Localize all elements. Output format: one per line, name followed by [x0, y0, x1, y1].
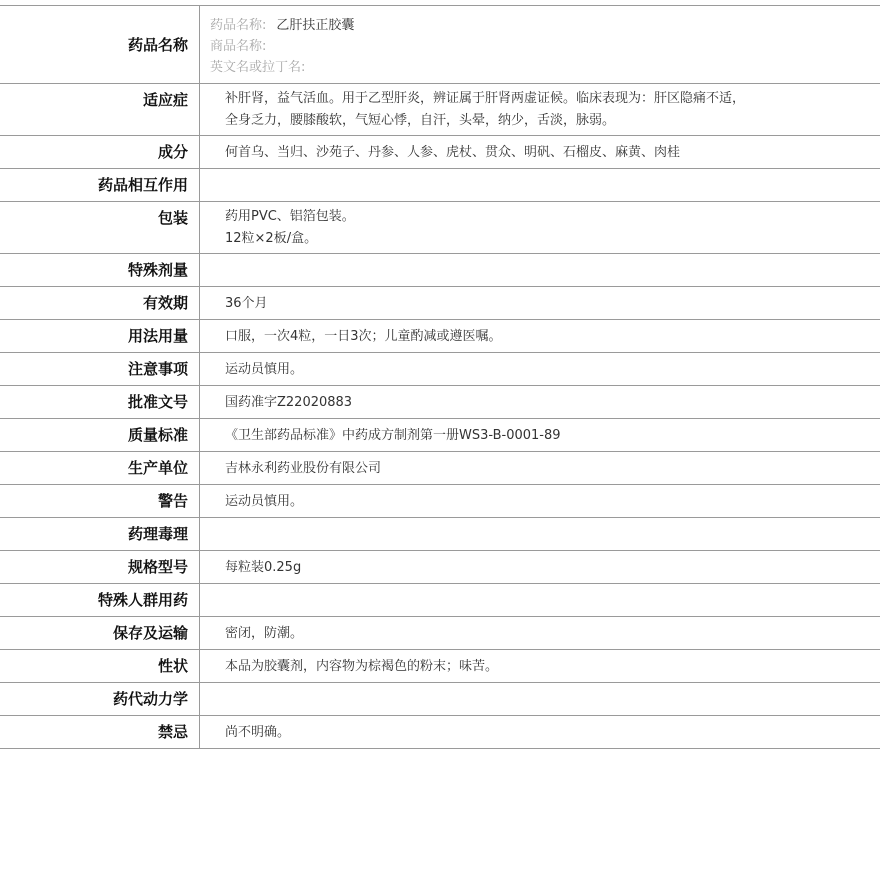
row-special-population — [0, 584, 880, 617]
english-name-line — [210, 57, 872, 78]
label-warning: 警告 — [0, 485, 200, 517]
value-usage: 口服，一次4粒，一日3次；儿童酌减或遵医嘱。 — [225, 329, 502, 344]
label-interactions: 药品相互作用 — [0, 169, 200, 201]
row-manufacturer — [0, 452, 880, 485]
label-storage: 保存及运输 — [0, 617, 200, 649]
label-special-population: 特殊人群用药 — [0, 584, 200, 616]
label-precautions: 注意事项 — [0, 353, 200, 385]
value-indications — [200, 84, 880, 135]
trade-name-line — [210, 36, 872, 57]
label-quality-standard: 质量标准 — [0, 419, 200, 451]
value-special-population — [200, 584, 880, 616]
row-storage — [0, 617, 880, 650]
row-ingredients — [0, 136, 880, 169]
row-warning — [0, 485, 880, 518]
drug-info-table — [0, 5, 880, 749]
row-quality-standard — [0, 419, 880, 452]
generic-name-value: 乙肝扶正胶囊 — [276, 18, 355, 33]
value-interactions — [200, 169, 880, 201]
value-ingredients: 何首乌、当归、沙苑子、丹参、人参、虎杖、贯众、明矾、石榴皮、麻黄、肉桂 — [225, 145, 681, 160]
packaging-line-2: 12粒×2板/盒。 — [225, 231, 318, 246]
label-pharmacokinetics: 药代动力学 — [0, 683, 200, 715]
row-usage — [0, 320, 880, 353]
packaging-line-1: 药用PVC、铝箔包装。 — [225, 209, 355, 224]
label-ingredients: 成分 — [0, 136, 200, 168]
label-specification: 规格型号 — [0, 551, 200, 583]
value-precautions: 运动员慎用。 — [225, 362, 304, 377]
indications-line-1: 补肝肾，益气活血。用于乙型肝炎，辨证属于肝肾两虚证候。临床表现为：肝区隐痛不适， — [225, 91, 746, 106]
label-special-dose: 特殊剂量 — [0, 254, 200, 286]
row-pharmacology — [0, 518, 880, 551]
value-packaging — [200, 202, 880, 253]
label-usage: 用法用量 — [0, 320, 200, 352]
label-drug-name: 药品名称 — [0, 6, 200, 83]
row-approval-number — [0, 386, 880, 419]
value-warning: 运动员慎用。 — [225, 494, 304, 509]
generic-name-line — [210, 15, 872, 36]
label-contraindications: 禁忌 — [0, 716, 200, 748]
value-specification: 每粒装0.25g — [225, 560, 302, 575]
label-indications: 适应症 — [0, 84, 200, 135]
row-packaging — [0, 202, 880, 254]
label-pharmacology: 药理毒理 — [0, 518, 200, 550]
row-pharmacokinetics — [0, 683, 880, 716]
label-manufacturer: 生产单位 — [0, 452, 200, 484]
row-drug-names — [0, 6, 880, 84]
value-shelf-life: 36个月 — [225, 296, 268, 311]
row-specification — [0, 551, 880, 584]
value-drug-names — [200, 6, 880, 83]
row-special-dose — [0, 254, 880, 287]
value-pharmacokinetics — [200, 683, 880, 715]
label-shelf-life: 有效期 — [0, 287, 200, 319]
value-approval-number: 国药准字Z22020883 — [225, 395, 353, 410]
value-manufacturer: 吉林永利药业股份有限公司 — [225, 461, 382, 476]
value-contraindications: 尚不明确。 — [225, 725, 291, 740]
value-special-dose — [200, 254, 880, 286]
row-interactions — [0, 169, 880, 202]
value-pharmacology — [200, 518, 880, 550]
english-name-label: 英文名或拉丁名: — [210, 60, 306, 75]
generic-name-label: 药品名称: — [210, 18, 267, 33]
value-properties: 本品为胶囊剂，内容物为棕褐色的粉末；味苦。 — [225, 659, 499, 674]
value-quality-standard: 《卫生部药品标准》中药成方制剂第一册WS3-B-0001-89 — [225, 428, 561, 443]
row-indications — [0, 84, 880, 136]
row-contraindications — [0, 716, 880, 749]
label-packaging: 包装 — [0, 202, 200, 253]
indications-line-2: 全身乏力，腰膝酸软，气短心悸，自汗，头晕，纳少，舌淡，脉弱。 — [225, 113, 616, 128]
label-properties: 性状 — [0, 650, 200, 682]
label-approval-number: 批准文号 — [0, 386, 200, 418]
trade-name-label: 商品名称: — [210, 39, 267, 54]
row-precautions — [0, 353, 880, 386]
row-properties — [0, 650, 880, 683]
row-shelf-life — [0, 287, 880, 320]
value-storage: 密闭，防潮。 — [225, 626, 304, 641]
